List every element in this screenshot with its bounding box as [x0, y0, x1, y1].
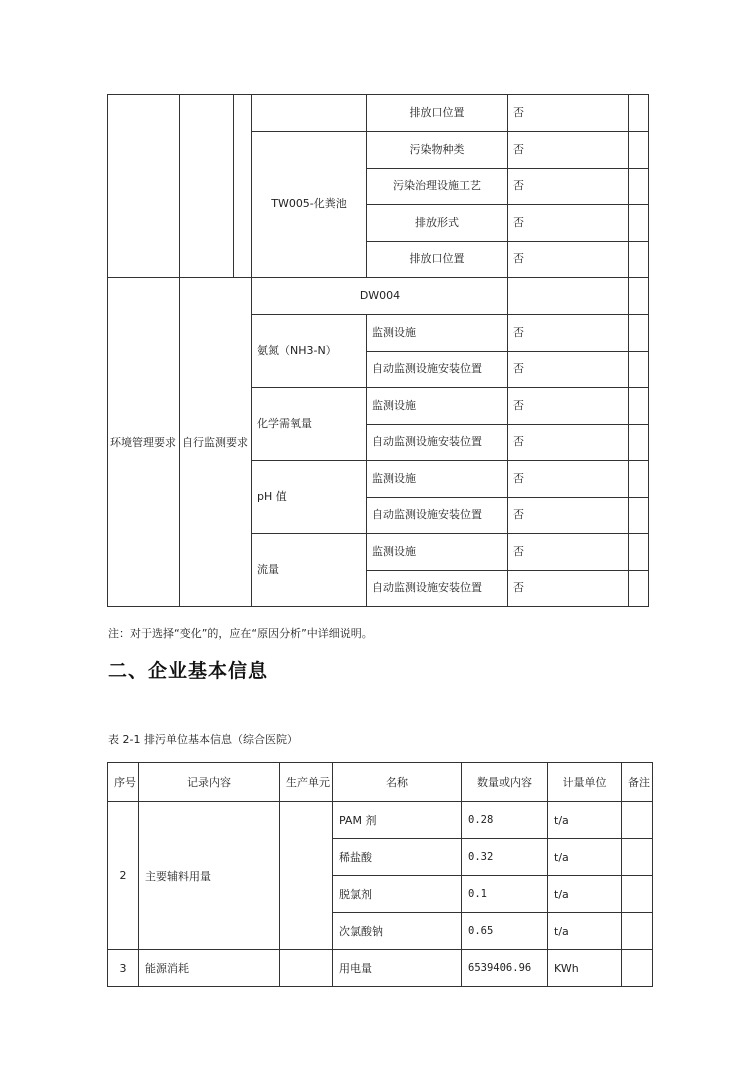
- section-heading: 二、企业基本信息: [108, 660, 269, 682]
- value-cell: 否: [513, 106, 524, 119]
- value-cell: 否: [513, 252, 524, 265]
- content-cell: 主要辅料用量: [139, 802, 280, 950]
- item-cell: 监测设施: [372, 545, 416, 558]
- measure-cell: t/a: [548, 802, 622, 839]
- value-cell: 否: [513, 435, 524, 448]
- value-cell: 否: [513, 326, 524, 339]
- qty-cell: 0.65: [462, 913, 548, 950]
- header-cell: 计量单位: [548, 763, 622, 802]
- table-row: [108, 950, 653, 987]
- measure-cell: t/a: [548, 876, 622, 913]
- name-cell: PAM 剂: [333, 802, 462, 839]
- value-cell: 否: [513, 545, 524, 558]
- item-cell: 监测设施: [372, 326, 416, 339]
- unit-cell: [280, 950, 333, 987]
- remark-cell: [622, 950, 653, 987]
- table-row: [108, 802, 653, 839]
- name-cell: 次氯酸钠: [333, 913, 462, 950]
- item-cell: 自动监测设施安装位置: [372, 435, 482, 448]
- remark-cell: [622, 839, 653, 876]
- qty-cell: 0.32: [462, 839, 548, 876]
- basic-info-table: [107, 762, 653, 987]
- table-header-row: [108, 763, 653, 802]
- unit-cell: [280, 802, 333, 950]
- item-cell: 排放口位置: [409, 252, 465, 265]
- outlet-name: TW005-化粪池: [271, 197, 347, 210]
- outlet-id: DW004: [359, 289, 401, 302]
- value-cell: 否: [513, 581, 524, 594]
- name-cell: 用电量: [333, 950, 462, 987]
- item-cell: 监测设施: [372, 472, 416, 485]
- remark-cell: [622, 913, 653, 950]
- table-note: 注：对于选择“变化”的，应在“原因分析”中详细说明。: [108, 627, 373, 640]
- measure-cell: t/a: [548, 913, 622, 950]
- header-cell: 记录内容: [139, 763, 280, 802]
- value-cell: 否: [513, 472, 524, 485]
- header-cell: 序号: [108, 763, 139, 802]
- item-cell: 自动监测设施安装位置: [372, 508, 482, 521]
- header-cell: 数量或内容: [462, 763, 548, 802]
- qty-cell: 6539406.96: [462, 950, 548, 987]
- item-cell: 排放口位置: [409, 106, 465, 119]
- pollutant-cell: 流量: [257, 563, 279, 576]
- measure-cell: KWh: [548, 950, 622, 987]
- content-cell: 能源消耗: [139, 950, 280, 987]
- name-cell: 脱氯剂: [333, 876, 462, 913]
- value-cell: 否: [513, 399, 524, 412]
- remark-cell: [622, 876, 653, 913]
- item-cell: 排放形式: [415, 216, 459, 229]
- pollutant-cell: pH 值: [257, 490, 287, 503]
- qty-cell: 0.28: [462, 802, 548, 839]
- name-cell: 稀盐酸: [333, 839, 462, 876]
- value-cell: 否: [513, 216, 524, 229]
- remark-cell: [622, 802, 653, 839]
- value-cell: 否: [513, 179, 524, 192]
- value-cell: 否: [513, 143, 524, 156]
- value-cell: 否: [513, 508, 524, 521]
- table-caption: 表 2-1 排污单位基本信息（综合医院）: [108, 733, 298, 746]
- subcategory-cell: 自行监测要求: [182, 436, 248, 449]
- qty-cell: 0.1: [462, 876, 548, 913]
- header-cell: 备注: [622, 763, 653, 802]
- value-cell: 否: [513, 362, 524, 375]
- header-cell: 名称: [333, 763, 462, 802]
- seq-cell: 3: [108, 950, 139, 987]
- item-cell: 污染治理设施工艺: [393, 179, 481, 192]
- pollutant-cell: 化学需氧量: [257, 417, 312, 430]
- seq-cell: 2: [108, 802, 139, 950]
- measure-cell: t/a: [548, 839, 622, 876]
- header-cell: 生产单元: [280, 763, 333, 802]
- item-cell: 自动监测设施安装位置: [372, 581, 482, 594]
- item-cell: 自动监测设施安装位置: [372, 362, 482, 375]
- category-cell: 环境管理要求: [110, 436, 176, 449]
- item-cell: 污染物种类: [409, 143, 465, 156]
- pollutant-cell: 氨氮（NH3-N）: [257, 344, 337, 357]
- item-cell: 监测设施: [372, 399, 416, 412]
